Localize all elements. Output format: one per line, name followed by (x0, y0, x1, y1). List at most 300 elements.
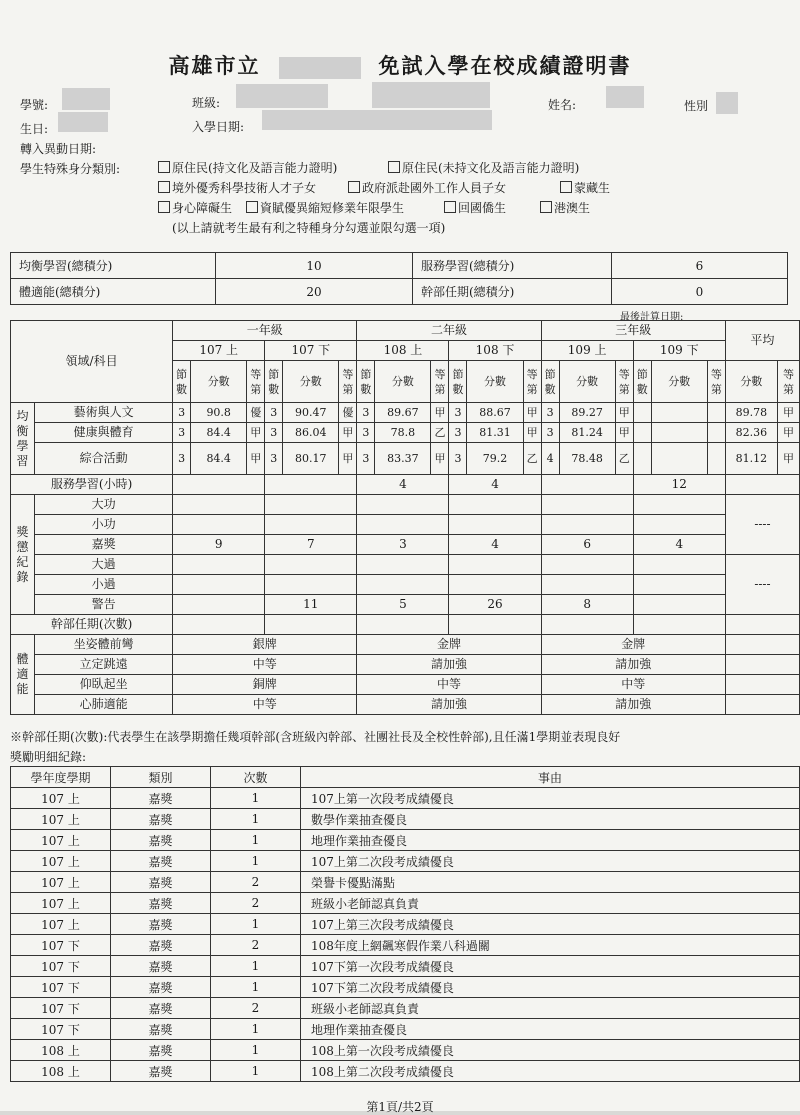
subject-row (11, 443, 800, 475)
award-term: 107 上 (11, 788, 111, 809)
term-header: 109 上 (541, 341, 633, 361)
redacted-name (606, 86, 644, 108)
deng-header: 等第 (339, 361, 357, 403)
grade-cell (707, 403, 725, 423)
term-header: 108 下 (449, 341, 541, 361)
reward-value: 26 (449, 595, 541, 615)
cadre-label: 幹部任期(總積分) (413, 279, 612, 305)
reward-value (357, 575, 449, 595)
grade-cell: 甲 (523, 423, 541, 443)
award-row (11, 872, 800, 893)
reward-group-label: 獎懲紀錄 (11, 495, 35, 615)
grade-cell (651, 443, 707, 475)
award-type: 嘉獎 (111, 893, 211, 914)
reward-value (633, 555, 725, 575)
award-row (11, 1040, 800, 1061)
award-reason: 107上第一次段考成績優良 (301, 788, 800, 809)
award-count: 1 (211, 977, 301, 998)
awards-col-header: 次數 (211, 767, 301, 788)
grade-cell (707, 423, 725, 443)
award-type: 嘉獎 (111, 809, 211, 830)
award-row (11, 893, 800, 914)
award-type: 嘉獎 (111, 977, 211, 998)
subject-name: 藝術與人文 (35, 403, 173, 423)
service-hours-value (265, 475, 357, 495)
grade-cell: 3 (357, 423, 375, 443)
grade-cell: 3 (541, 403, 559, 423)
fitness-label: 體適能(總積分) (11, 279, 216, 305)
grade-cell: 78.8 (375, 423, 431, 443)
award-reason: 數學作業抽查優良 (301, 809, 800, 830)
grade-cell: 89.67 (375, 403, 431, 423)
grade-cell: 甲 (615, 423, 633, 443)
award-type: 嘉獎 (111, 1040, 211, 1061)
last-calc-label: 最後計算日期: (620, 312, 684, 323)
awards-col-header: 類別 (111, 767, 211, 788)
grade-cell: 81.24 (559, 423, 615, 443)
grade-cell: 90.47 (283, 403, 339, 423)
reward-value (265, 495, 357, 515)
reward-label: 大過 (35, 555, 173, 575)
reward-value (265, 515, 357, 535)
reward-row (11, 595, 800, 615)
fitness-value: 中等 (173, 695, 357, 715)
reward-row (11, 495, 800, 515)
reward-value (265, 575, 357, 595)
reward-value (449, 515, 541, 535)
deng-header: 等第 (523, 361, 541, 403)
fen-header: 分數 (283, 361, 339, 403)
subject-row (11, 423, 800, 443)
grade-cell: 89.27 (559, 403, 615, 423)
award-row (11, 977, 800, 998)
grade-cell: 甲 (431, 403, 449, 423)
grade-cell: 90.8 (191, 403, 247, 423)
fitness-value: 請加強 (357, 695, 541, 715)
award-term: 107 下 (11, 998, 111, 1019)
reward-value: 9 (173, 535, 265, 555)
award-row (11, 1061, 800, 1082)
grade-cell: 3 (357, 443, 375, 475)
checkbox[interactable] (388, 161, 400, 173)
awards-col-header: 事由 (301, 767, 800, 788)
fitness-value: 銀牌 (173, 635, 357, 655)
redacted-birth (58, 112, 108, 132)
award-type: 嘉獎 (111, 914, 211, 935)
service-hours-avg (725, 475, 799, 495)
redacted-enroll (262, 110, 492, 130)
award-term: 107 下 (11, 956, 111, 977)
page-footer: 第1頁/共2頁 (366, 1100, 434, 1114)
service-hours-row (11, 475, 800, 495)
award-reason: 108上第二次段考成績優良 (301, 1061, 800, 1082)
grade-cell: 78.48 (559, 443, 615, 475)
cadre-value: 0 (612, 279, 788, 305)
grade-cell: 甲 (339, 443, 357, 475)
grade-cell: 3 (265, 423, 283, 443)
checkbox[interactable] (246, 201, 258, 213)
checkbox[interactable] (444, 201, 456, 213)
grade-cell: 乙 (431, 423, 449, 443)
fitness-value: 20 (216, 279, 413, 305)
cadre-terms-value (173, 615, 265, 635)
name-label: 姓名: (548, 98, 577, 112)
reward-value (449, 495, 541, 515)
award-reason: 107下第一次段考成績優良 (301, 956, 800, 977)
award-term: 108 上 (11, 1040, 111, 1061)
gender-label: 性別 (684, 99, 709, 113)
checkbox[interactable] (540, 201, 552, 213)
award-reason: 榮譽卡優點滿點 (301, 872, 800, 893)
grade-cell: 甲 (431, 443, 449, 475)
award-term: 107 上 (11, 830, 111, 851)
grade-cell: 3 (173, 403, 191, 423)
transfer-label: 轉入異動日期: (20, 142, 97, 156)
fitness-row (11, 635, 800, 655)
checkbox[interactable] (158, 201, 170, 213)
grade-cell: 86.04 (283, 423, 339, 443)
reward-value: 4 (633, 535, 725, 555)
reward-value: 5 (357, 595, 449, 615)
award-reason: 108上第一次段考成績優良 (301, 1040, 800, 1061)
redacted-school-name (279, 57, 361, 79)
award-term: 107 上 (11, 893, 111, 914)
grade-cell: 乙 (615, 443, 633, 475)
award-count: 1 (211, 788, 301, 809)
avg-fen-header: 分數 (725, 361, 777, 403)
reward-value (449, 575, 541, 595)
service-hours-value: 4 (449, 475, 541, 495)
reward-value (541, 575, 633, 595)
grade-cell: 4 (541, 443, 559, 475)
service-value: 6 (612, 253, 788, 279)
cadre-terms-value (449, 615, 541, 635)
grade3-header: 三年級 (541, 321, 725, 341)
checkbox[interactable] (560, 181, 572, 193)
fen-header: 分數 (191, 361, 247, 403)
reward-value (541, 495, 633, 515)
grade-cell: 3 (265, 443, 283, 475)
award-count: 1 (211, 830, 301, 851)
grade-cell: 甲 (339, 423, 357, 443)
award-row (11, 956, 800, 977)
redacted-block (372, 82, 490, 108)
identity-option[interactable]: 蒙藏生 (560, 179, 610, 196)
redacted-class (236, 84, 328, 108)
fitness-value: 中等 (541, 675, 725, 695)
avg-grade: 甲 (777, 423, 799, 443)
enroll-label: 入學日期: (192, 120, 245, 134)
avg-score: 81.12 (725, 443, 777, 475)
grade-cell: 83.37 (375, 443, 431, 475)
award-term: 108 上 (11, 1061, 111, 1082)
reward-value (357, 555, 449, 575)
reward-label: 大功 (35, 495, 173, 515)
avg-grade: 甲 (777, 443, 799, 475)
checkbox[interactable] (158, 161, 170, 173)
cadre-terms-value (633, 615, 725, 635)
balanced-value: 10 (216, 253, 413, 279)
grade-cell: 3 (265, 403, 283, 423)
reward-value (173, 555, 265, 575)
reward-value (357, 495, 449, 515)
identity-note: (以上請就考生最有利之特種身分勾選並限勾選一項) (172, 221, 446, 235)
service-hours-value (173, 475, 265, 495)
grade-cell: 3 (449, 403, 467, 423)
page-title (0, 50, 800, 80)
jie-header: 節數 (265, 361, 283, 403)
reward-value: 3 (357, 535, 449, 555)
balanced-label: 均衡學習(總積分) (11, 253, 216, 279)
award-term: 107 下 (11, 1019, 111, 1040)
grade2-header: 二年級 (357, 321, 541, 341)
term-header: 107 上 (173, 341, 265, 361)
award-type: 嘉獎 (111, 998, 211, 1019)
awards-table (10, 766, 800, 1082)
award-count: 1 (211, 851, 301, 872)
identity-option[interactable]: 原住民(持文化及語言能力證明) (158, 159, 337, 176)
deng-header: 等第 (707, 361, 725, 403)
reward-label: 警告 (35, 595, 173, 615)
fitness-value: 金牌 (541, 635, 725, 655)
reward-value (541, 515, 633, 535)
fitness-value: 金牌 (357, 635, 541, 655)
grade-cell: 乙 (523, 443, 541, 475)
award-row (11, 788, 800, 809)
fitness-avg (725, 635, 799, 655)
fitness-group-label: 體適能 (11, 635, 35, 715)
service-hours-label: 服務學習(小時) (11, 475, 173, 495)
reward-value (633, 515, 725, 535)
jie-header: 節數 (357, 361, 375, 403)
fitness-value: 中等 (173, 655, 357, 675)
reward-value (173, 515, 265, 535)
punish-avg-dash: ---- (725, 555, 799, 615)
award-count: 2 (211, 872, 301, 893)
student-no-label: 學號: (20, 98, 49, 112)
reward-value (265, 555, 357, 575)
service-label: 服務學習(總積分) (413, 253, 612, 279)
balanced-group-label: 均衡學習 (11, 403, 35, 475)
identity-option[interactable]: 政府派赴國外工作人員子女 (348, 179, 506, 196)
reward-value: 6 (541, 535, 633, 555)
deng-header: 等第 (615, 361, 633, 403)
award-reason: 107下第二次段考成績優良 (301, 977, 800, 998)
award-row (11, 809, 800, 830)
avg-grade: 甲 (777, 403, 799, 423)
grade-cell: 3 (541, 423, 559, 443)
award-reason: 108年度上網飆寒假作業八科過關 (301, 935, 800, 956)
award-type: 嘉獎 (111, 956, 211, 977)
cadre-note: ※幹部任期(次數):代表學生在該學期擔任幾項幹部(含班級內幹部、社團社長及全校性幹部),且任滿1學期並表現良好 (10, 730, 621, 744)
fitness-row (11, 695, 800, 715)
reward-value (173, 495, 265, 515)
award-term: 107 上 (11, 851, 111, 872)
cadre-terms-row (11, 615, 800, 635)
identity-option[interactable]: 港澳生 (540, 199, 590, 216)
award-type: 嘉獎 (111, 788, 211, 809)
grade-cell: 甲 (615, 403, 633, 423)
reward-row (11, 535, 800, 555)
deng-header: 等第 (247, 361, 265, 403)
award-row (11, 998, 800, 1019)
cadre-terms-value (265, 615, 357, 635)
award-row (11, 1019, 800, 1040)
deng-header: 等第 (431, 361, 449, 403)
term-header: 108 上 (357, 341, 449, 361)
award-reason: 班級小老師認真負責 (301, 998, 800, 1019)
reward-label: 嘉獎 (35, 535, 173, 555)
award-type: 嘉獎 (111, 830, 211, 851)
reward-row (11, 575, 800, 595)
subject-name: 健康與體育 (35, 423, 173, 443)
fitness-avg (725, 655, 799, 675)
grade-cell: 甲 (247, 423, 265, 443)
fitness-label: 立定跳遠 (35, 655, 173, 675)
grade-cell: 3 (357, 403, 375, 423)
reward-label: 小過 (35, 575, 173, 595)
grade-cell: 3 (173, 423, 191, 443)
service-hours-value (541, 475, 633, 495)
fitness-label: 心肺適能 (35, 695, 173, 715)
award-type: 嘉獎 (111, 872, 211, 893)
award-term: 107 下 (11, 977, 111, 998)
identity-label: 學生特殊身分類別: (20, 162, 121, 176)
award-row (11, 851, 800, 872)
birth-label: 生日: (20, 122, 49, 136)
grade-cell: 甲 (523, 403, 541, 423)
award-count: 2 (211, 998, 301, 1019)
award-type: 嘉獎 (111, 935, 211, 956)
reward-row (11, 555, 800, 575)
fitness-value: 請加強 (541, 655, 725, 675)
checkbox[interactable] (348, 181, 360, 193)
award-term: 107 上 (11, 914, 111, 935)
reward-row (11, 515, 800, 535)
fitness-row (11, 655, 800, 675)
reward-value: 8 (541, 595, 633, 615)
fitness-value: 請加強 (541, 695, 725, 715)
grade-cell (633, 443, 651, 475)
grade-cell: 甲 (247, 443, 265, 475)
award-count: 1 (211, 956, 301, 977)
award-count: 1 (211, 1061, 301, 1082)
award-reason: 107上第三次段考成績優良 (301, 914, 800, 935)
reward-value (633, 495, 725, 515)
award-type: 嘉獎 (111, 1019, 211, 1040)
cadre-terms-label: 幹部任期(次數) (11, 615, 173, 635)
award-row (11, 914, 800, 935)
award-reason: 107上第二次段考成績優良 (301, 851, 800, 872)
term-header: 107 下 (265, 341, 357, 361)
award-term: 107 上 (11, 872, 111, 893)
award-type: 嘉獎 (111, 1061, 211, 1082)
grade-cell: 3 (173, 443, 191, 475)
service-hours-value: 12 (633, 475, 725, 495)
award-reason: 地理作業抽查優良 (301, 1019, 800, 1040)
fitness-avg (725, 675, 799, 695)
subject-name: 綜合活動 (35, 443, 173, 475)
redacted-gender (716, 92, 738, 114)
fitness-label: 坐姿體前彎 (35, 635, 173, 655)
award-count: 1 (211, 1019, 301, 1040)
grade-cell: 3 (449, 423, 467, 443)
fitness-value: 請加強 (357, 655, 541, 675)
fen-header: 分數 (467, 361, 523, 403)
identity-option[interactable]: 資賦優異縮短修業年限學生 (246, 199, 404, 216)
fitness-value: 中等 (357, 675, 541, 695)
reward-value (633, 575, 725, 595)
fitness-value: 銅牌 (173, 675, 357, 695)
grade1-header: 一年級 (173, 321, 357, 341)
grade-cell: 優 (339, 403, 357, 423)
award-row (11, 935, 800, 956)
title-prefix: 高雄市立 (168, 53, 261, 78)
reward-value: 11 (265, 595, 357, 615)
jie-header: 節數 (633, 361, 651, 403)
award-count: 1 (211, 809, 301, 830)
fitness-label: 仰臥起坐 (35, 675, 173, 695)
average-header: 平均 (725, 321, 799, 361)
reward-value (633, 595, 725, 615)
grade-cell: 3 (449, 443, 467, 475)
identity-option[interactable]: 原住民(未持文化及語言能力證明) (388, 159, 579, 176)
cadre-terms-avg (725, 615, 799, 635)
reward-value (173, 575, 265, 595)
identity-option[interactable]: 回國僑生 (444, 199, 506, 216)
award-reason: 班級小老師認真負責 (301, 893, 800, 914)
award-term: 107 上 (11, 809, 111, 830)
jie-header: 節數 (449, 361, 467, 403)
reward-label: 小功 (35, 515, 173, 535)
fen-header: 分數 (375, 361, 431, 403)
fen-header: 分數 (651, 361, 707, 403)
grade-cell: 84.4 (191, 443, 247, 475)
reward-value (541, 555, 633, 575)
avg-score: 89.78 (725, 403, 777, 423)
cadre-terms-value (357, 615, 449, 635)
reward-value (173, 595, 265, 615)
grade-cell (633, 403, 651, 423)
grade-cell: 84.4 (191, 423, 247, 443)
fen-header: 分數 (559, 361, 615, 403)
grade-cell: 79.2 (467, 443, 523, 475)
reward-avg-dash: ---- (725, 495, 799, 555)
grade-cell: 優 (247, 403, 265, 423)
identity-option[interactable]: 境外優秀科學技術人才子女 (158, 179, 316, 196)
reward-value (449, 555, 541, 575)
grade-cell: 81.31 (467, 423, 523, 443)
award-count: 2 (211, 893, 301, 914)
reward-value: 7 (265, 535, 357, 555)
award-count: 1 (211, 1040, 301, 1061)
domain-subject-header: 領域/科目 (11, 321, 173, 403)
grade-cell (651, 403, 707, 423)
grade-cell (633, 423, 651, 443)
term-header: 109 下 (633, 341, 725, 361)
fitness-avg (725, 695, 799, 715)
cadre-terms-value (541, 615, 633, 635)
awards-heading: 獎勵明細紀錄: (10, 750, 87, 764)
identity-option[interactable]: 身心障礙生 (158, 199, 232, 216)
reward-value: 4 (449, 535, 541, 555)
grade-cell: 80.17 (283, 443, 339, 475)
award-reason: 地理作業抽查優良 (301, 830, 800, 851)
checkbox[interactable] (158, 181, 170, 193)
reward-value (357, 515, 449, 535)
subject-row (11, 403, 800, 423)
awards-col-header: 學年度學期 (11, 767, 111, 788)
